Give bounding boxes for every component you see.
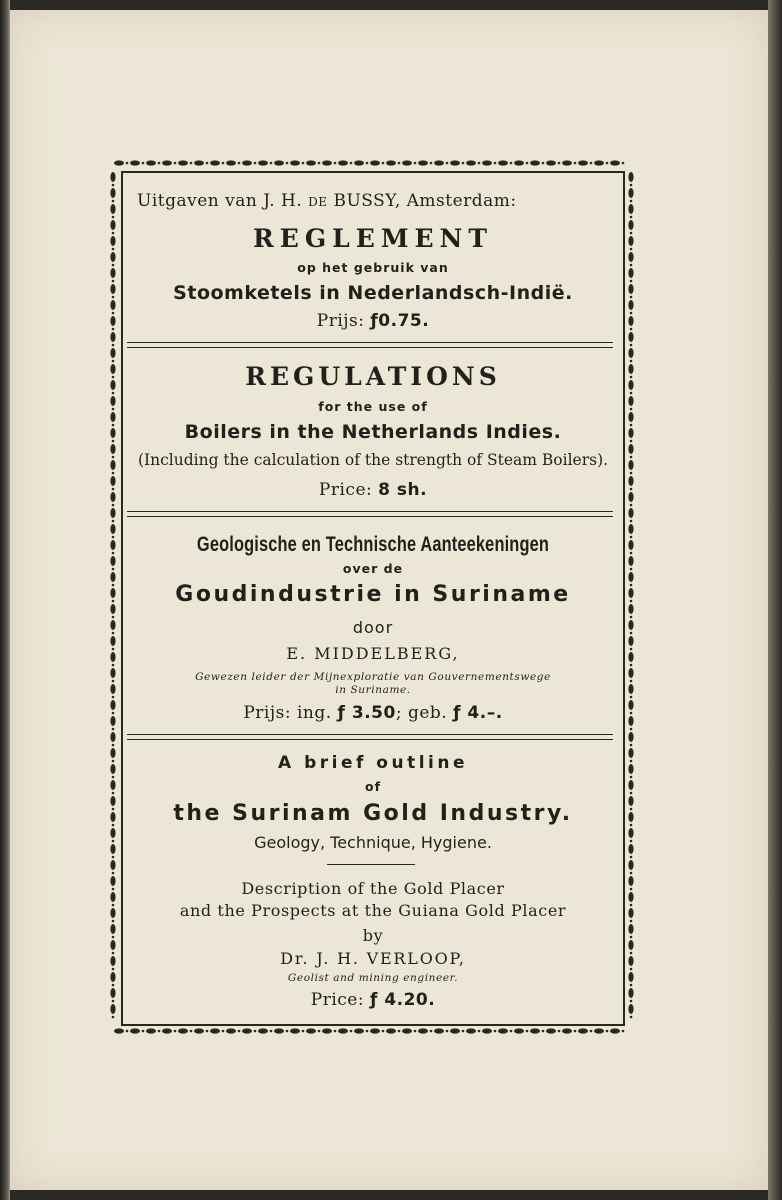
section3-author-note-2: in Suriname. xyxy=(335,684,411,696)
publisher-line xyxy=(137,191,641,211)
section3-price-value-2: ƒ 4.–. xyxy=(453,703,503,723)
separator-rule xyxy=(127,347,613,348)
section2-price xyxy=(121,480,625,500)
section2-subtitle: for the use of xyxy=(318,399,428,414)
section2-price-value: 8 sh. xyxy=(378,480,428,500)
section3-by: door xyxy=(352,618,394,637)
separator-rule xyxy=(127,342,613,343)
section4-desc-2: and the Prospects at the Guiana Gold Placer xyxy=(179,901,567,920)
section3-main: Goudindustrie in Suriname xyxy=(175,582,571,607)
section4-subtitle: of xyxy=(364,779,382,794)
section3-price-value-1: ƒ 3.50 xyxy=(337,703,396,723)
separator-rule xyxy=(127,516,613,517)
section2-note: (Including the calculation of the strength of Steam Boilers). xyxy=(137,451,609,469)
section4-price-value: ƒ 4.20. xyxy=(370,990,436,1010)
section3-author: E. MIDDELBERG, xyxy=(286,644,460,663)
publisher-prefix: Uitgaven van J. H. xyxy=(137,191,303,211)
section4-by: by xyxy=(362,926,384,945)
separator-rule xyxy=(127,511,613,512)
section1-main: Stoomketels in Nederlandsch-Indië. xyxy=(173,282,573,304)
page-gutter-shadow xyxy=(0,0,10,1200)
section1-price-label: Prijs: xyxy=(316,311,365,331)
publisher-particle: DE xyxy=(308,195,328,209)
section3-price-label-1: Prijs: ing. xyxy=(243,703,332,723)
section1-price xyxy=(121,311,625,331)
section3-title: Geologische en Technische Aanteekeningen xyxy=(196,533,550,556)
section4-main: the Surinam Gold Industry. xyxy=(173,801,573,826)
section4-topics: Geology, Technique, Hygiene. xyxy=(254,833,492,852)
section3-subtitle: over de xyxy=(342,561,404,576)
section2-main: Boilers in the Netherlands Indies. xyxy=(184,421,562,443)
section3-price xyxy=(121,703,625,723)
publisher-suffix: BUSSY, Amsterdam: xyxy=(333,191,517,211)
section1-price-value: ƒ0.75. xyxy=(370,311,430,331)
short-rule xyxy=(327,864,415,865)
section3-price-label-2: ; geb. xyxy=(395,703,448,723)
page-edge xyxy=(768,0,782,1200)
separator-rule xyxy=(127,739,613,740)
section3-author-note-1: Gewezen leider der Mijnexploratie van Gouvernementswege xyxy=(195,671,551,683)
section2-title: REGULATIONS xyxy=(245,362,501,391)
section4-desc-1: Description of the Gold Placer xyxy=(241,879,505,898)
separator-rule xyxy=(127,734,613,735)
section1-subtitle: op het gebruik van xyxy=(297,260,449,275)
section4-price xyxy=(121,990,625,1010)
section4-title: A brief outline xyxy=(278,753,468,773)
section4-author-note: Geolist and mining engineer. xyxy=(287,972,459,984)
section4-price-label: Price: xyxy=(310,990,365,1010)
section1-title: REGLEMENT xyxy=(253,224,493,253)
section2-price-label: Price: xyxy=(318,480,373,500)
section4-author: Dr. J. H. VERLOOP, xyxy=(280,949,466,968)
